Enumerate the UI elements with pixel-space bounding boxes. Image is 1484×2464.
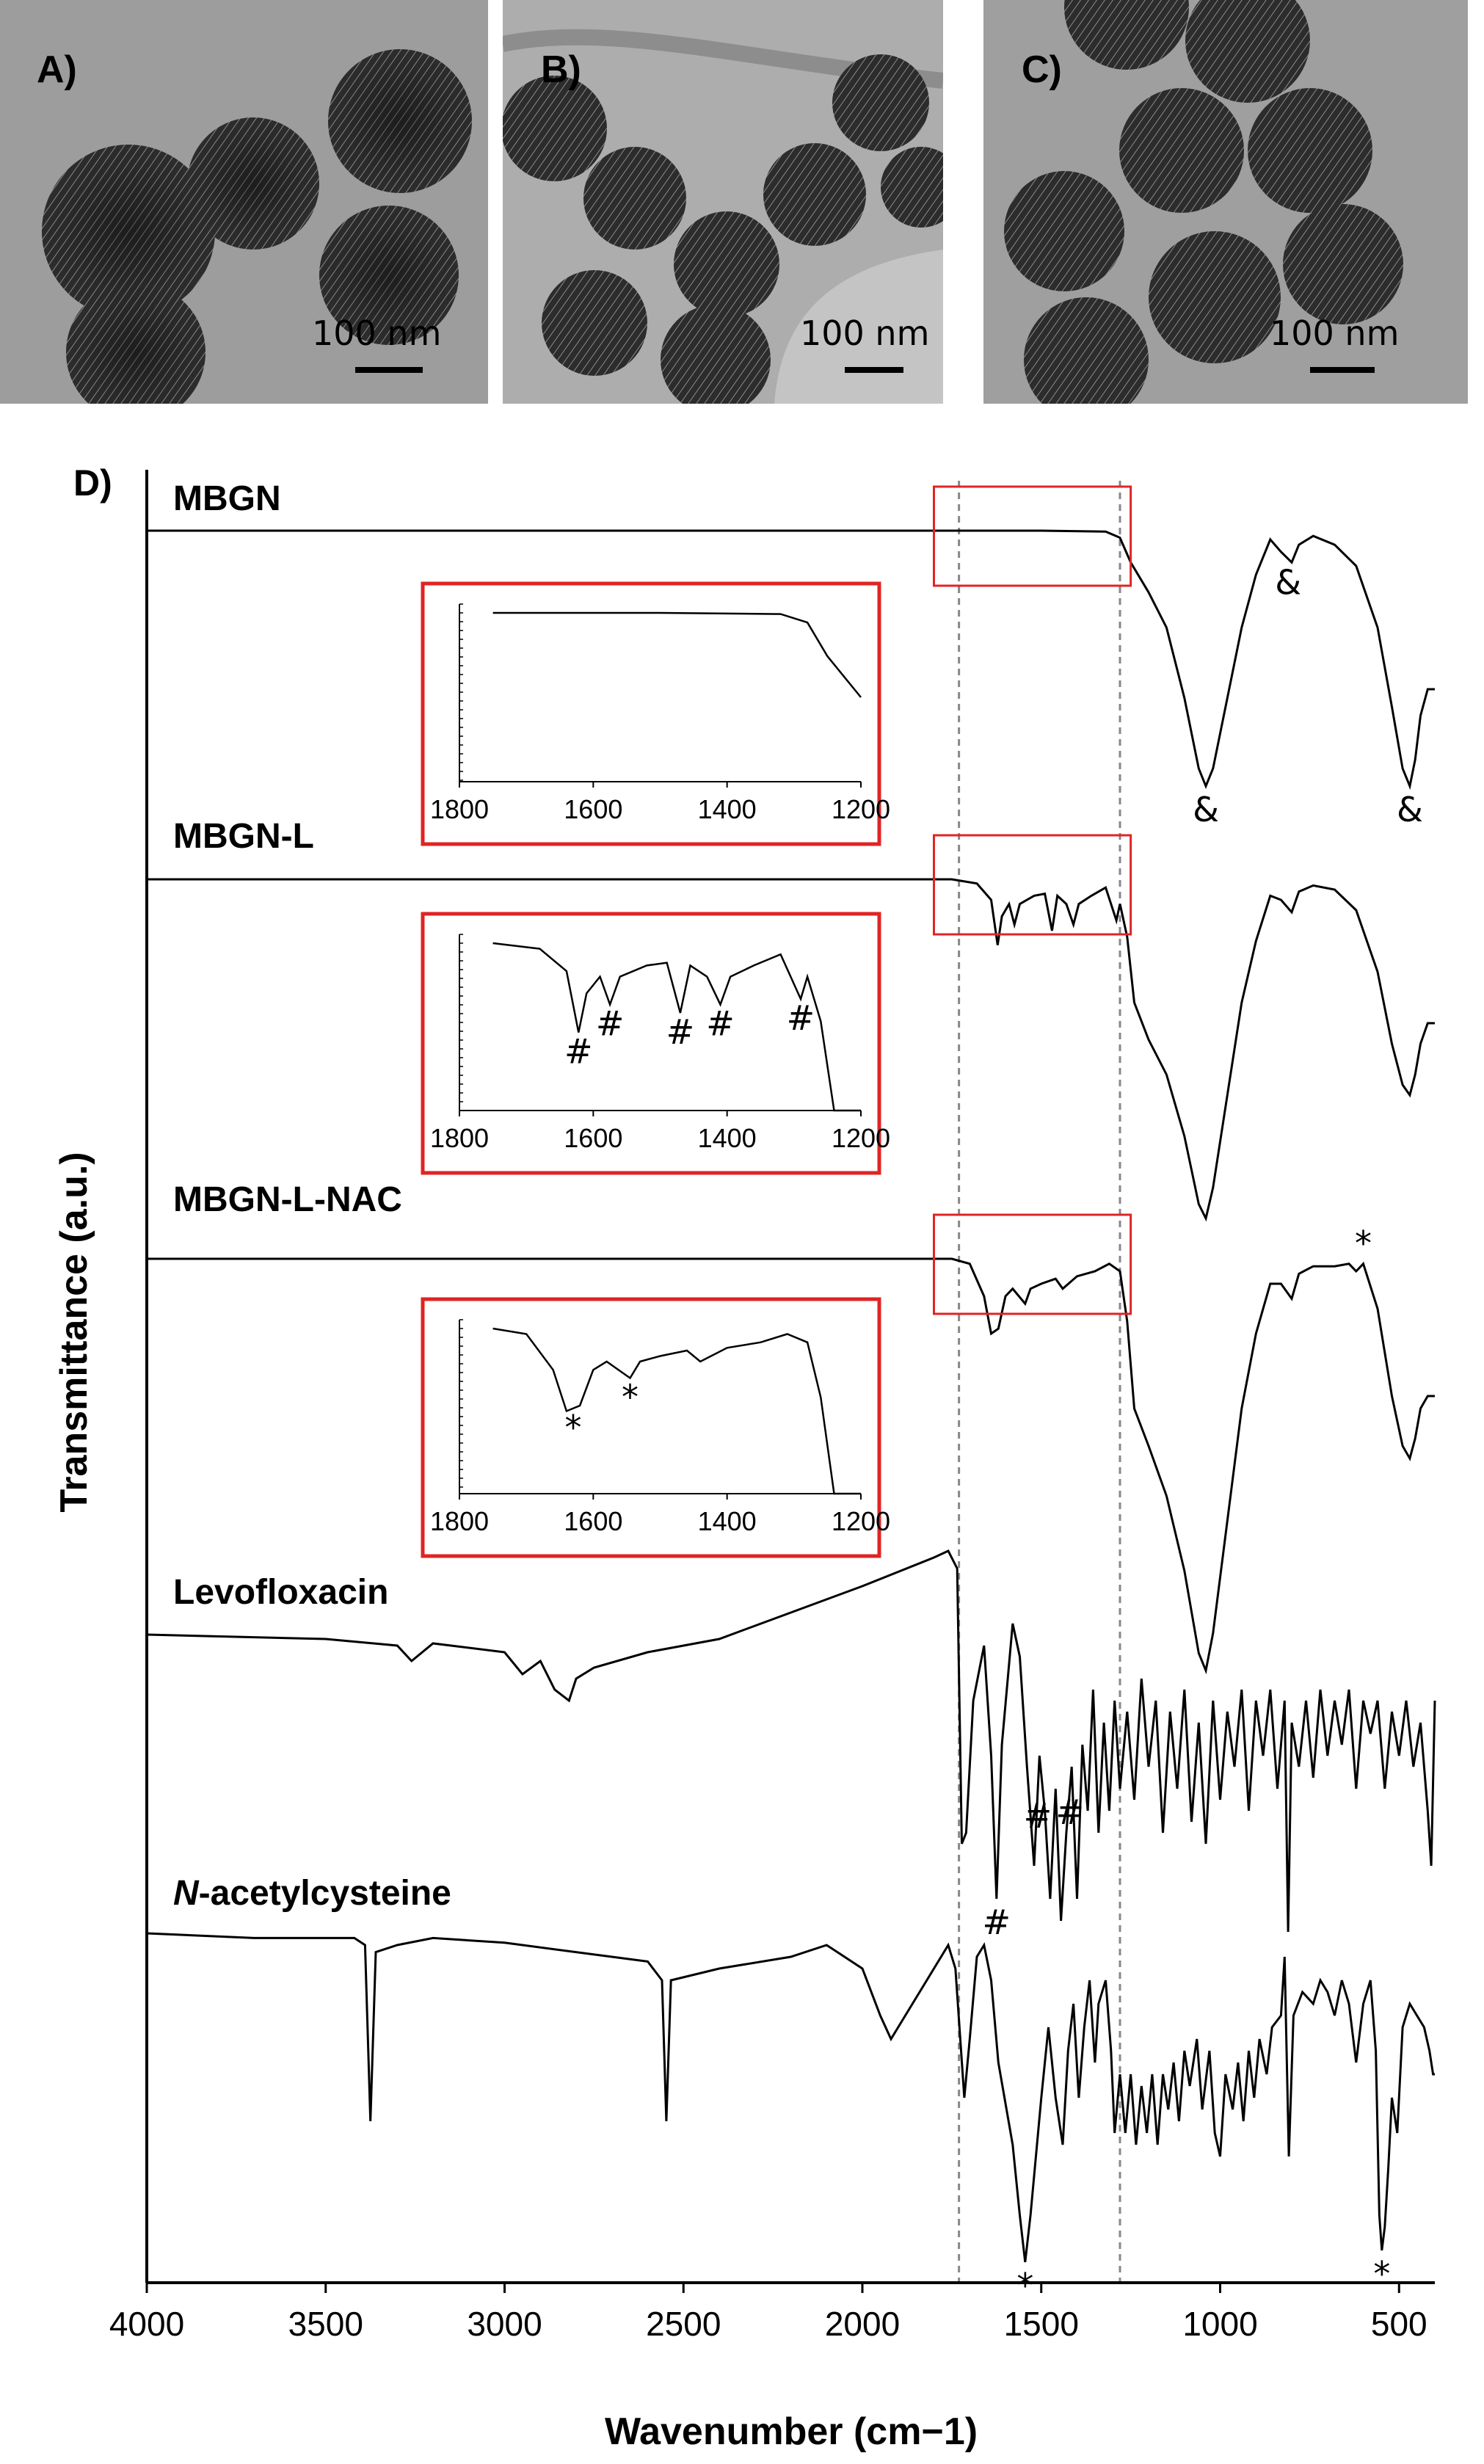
x-tick-label: 3500: [288, 2305, 363, 2343]
x-tick-label: 2500: [646, 2305, 721, 2343]
inset-peak-marker: #: [786, 998, 815, 1038]
inset-tick-label: 1600: [564, 1506, 623, 1536]
inset-frame: [423, 584, 879, 844]
nanoparticle: [1149, 231, 1281, 363]
nanoparticle: [542, 270, 647, 376]
zoom-region: [934, 487, 1131, 586]
scale-bar-label: 100 nm: [1270, 313, 1400, 353]
peak-marker: *: [1373, 2254, 1391, 2294]
zoom-region: [934, 835, 1131, 934]
peak-marker: *: [1355, 1223, 1372, 1263]
x-tick-label: 2000: [824, 2305, 901, 2343]
tem-panel-a: [0, 0, 488, 422]
inset-mbgn-l-nac: [423, 1299, 890, 1556]
inset-tick-label: 1200: [831, 1123, 891, 1153]
peak-marker: &: [1193, 790, 1219, 829]
x-axis-title: Wavenumber (cm−1): [604, 2410, 978, 2453]
nanoparticle: [1004, 171, 1124, 291]
inset-tick-label: 1400: [697, 1123, 757, 1153]
nanoparticle: [763, 143, 866, 246]
inset-tick-label: 1800: [429, 1123, 490, 1153]
inset-tick-label: 1200: [831, 794, 891, 824]
peak-marker: &: [1275, 562, 1302, 603]
peak-marker: #: [1055, 1792, 1085, 1832]
peak-marker: #: [982, 1902, 1011, 1942]
inset-peak-marker: #: [595, 1003, 625, 1044]
nanoparticle: [1248, 88, 1372, 213]
nanoparticle: [661, 305, 771, 415]
inset-tick-label: 1200: [831, 1506, 891, 1536]
inset-peak-marker: *: [564, 1407, 582, 1447]
nanoparticle: [832, 54, 929, 151]
nanoparticle: [583, 147, 686, 250]
peak-marker: #: [1023, 1796, 1052, 1836]
scale-bar: [355, 367, 423, 373]
series-label: MBGN: [173, 479, 281, 518]
inset-peak-marker: #: [666, 1012, 695, 1052]
series-n-acetylcysteine: [147, 1874, 1435, 2305]
tem-panel-c: [983, 0, 1468, 422]
scale-bar: [1310, 367, 1375, 373]
inset-mbgn-l: [423, 914, 890, 1173]
x-tick-label: 500: [1370, 2305, 1427, 2343]
inset-peak-marker: #: [706, 1003, 735, 1044]
inset-peak-marker: #: [564, 1031, 593, 1072]
peak-marker: *: [1016, 2266, 1034, 2305]
inset-tick-label: 1400: [697, 1506, 757, 1536]
series-line: [147, 1933, 1435, 2262]
series-label: Levofloxacin: [173, 1573, 389, 1612]
zoom-region: [934, 1215, 1131, 1314]
nanoparticle: [881, 147, 961, 228]
x-tick-label: 1000: [1182, 2305, 1258, 2343]
tem-panel-label: B): [541, 48, 581, 91]
tem-panel-b: [501, 0, 961, 415]
inset-tick-label: 1400: [697, 794, 757, 824]
nanoparticle: [1024, 297, 1149, 422]
scale-bar: [845, 367, 903, 373]
x-tick-label: 1500: [1003, 2305, 1079, 2343]
inset-tick-label: 1800: [429, 1506, 490, 1536]
ftir-chart: [53, 462, 1435, 2453]
inset-peak-marker: *: [621, 1377, 639, 1417]
nanoparticle: [501, 76, 607, 181]
scale-bar-label: 100 nm: [800, 313, 930, 353]
series-label: MBGN-L: [173, 817, 314, 856]
nanoparticle: [1119, 88, 1244, 213]
inset-tick-label: 1600: [564, 1123, 623, 1153]
y-axis-title: Transmittance (a.u.): [53, 1152, 95, 1513]
x-tick-label: 4000: [109, 2305, 185, 2343]
nanoparticle: [1283, 204, 1403, 324]
tem-panel-label: C): [1022, 48, 1062, 91]
panel-label-d: D): [73, 462, 112, 504]
inset-tick-label: 1800: [429, 794, 490, 824]
x-tick-label: 3000: [467, 2305, 542, 2343]
insets: [423, 584, 890, 1556]
inset-frame: [423, 914, 879, 1173]
reference-lines: [959, 481, 1120, 2283]
series-label: MBGN-L-NAC: [173, 1180, 402, 1219]
inset-mbgn: [423, 584, 890, 844]
peak-marker: &: [1396, 790, 1423, 829]
inset-frame: [423, 1299, 879, 1556]
nanoparticle: [674, 211, 779, 317]
series-label: N-acetylcysteine: [173, 1874, 451, 1913]
tem-panel-label: A): [37, 48, 77, 91]
scale-bar-label: 100 nm: [312, 313, 442, 353]
inset-tick-label: 1600: [564, 794, 623, 824]
